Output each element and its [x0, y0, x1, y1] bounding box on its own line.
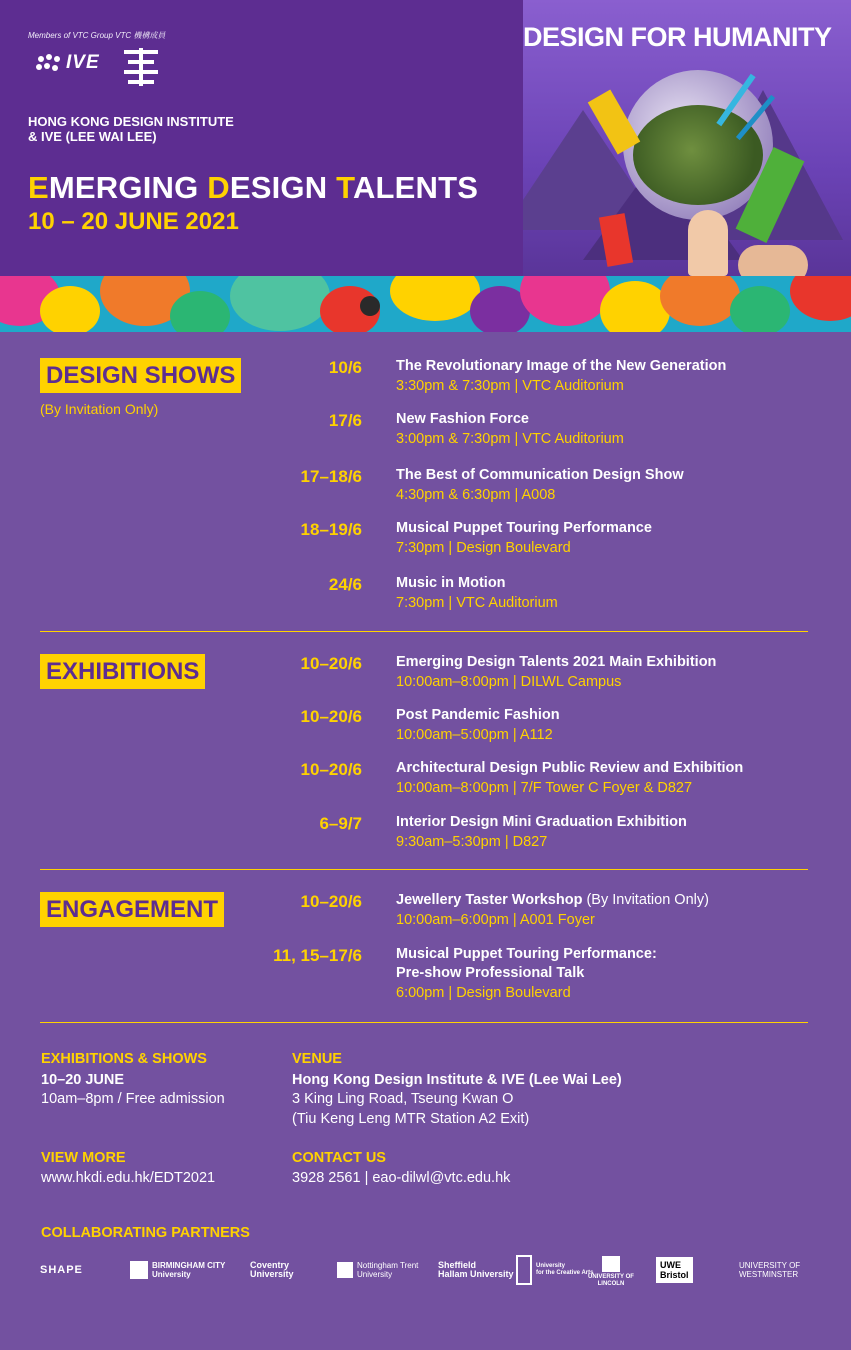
website-link[interactable]: www.hkdi.edu.hk/EDT2021: [41, 1170, 216, 1186]
event-item: [40, 814, 808, 854]
event-title: Interior Design Mini Graduation Exhibition: [396, 814, 687, 830]
event-date: 10–20/6: [300, 892, 362, 911]
institute-name: HONG KONG DESIGN INSTITUTE & IVE (LEE WAI LEE): [28, 114, 234, 144]
event-item: [40, 575, 808, 615]
event-detail: 10:00am–8:00pm | DILWL Campus: [396, 674, 622, 690]
section-badge: EXHIBITIONS: [40, 654, 205, 689]
contact-details[interactable]: 3928 2561 | eao-dilwl@vtc.edu.hk: [292, 1170, 511, 1186]
partner-logo-uwe: UWE Bristol: [656, 1252, 693, 1288]
page-title: EMERGING DESIGN TALENTS: [28, 170, 479, 205]
invitation-note: (By Invitation Only): [40, 401, 159, 417]
event-date: 24/6: [328, 575, 362, 594]
venue-label: VENUE: [292, 1051, 342, 1067]
event-title: The Best of Communication Design Show: [396, 467, 684, 483]
event-detail: 4:30pm & 6:30pm | A008: [396, 487, 556, 503]
event-date: 10–20/6: [300, 760, 362, 779]
event-title: Emerging Design Talents 2021 Main Exhibition: [396, 654, 717, 670]
partner-logo-shape: SHAPE: [40, 1263, 83, 1276]
vtc-logo-icon: [124, 48, 158, 86]
shows-hours: 10am–8pm / Free admission: [41, 1091, 225, 1107]
event-title: Jewellery Taster Workshop (By Invitation Only): [396, 892, 709, 908]
lion-icon: [130, 1261, 148, 1279]
event-date: 17/6: [328, 411, 362, 430]
event-title-line2: Pre-show Professional Talk: [396, 965, 585, 981]
partner-logo-lincoln: UNIVERSITY OF LINCOLN: [588, 1252, 634, 1288]
event-date: 10–20/6: [300, 654, 362, 673]
partners-label: COLLABORATING PARTNERS: [41, 1225, 250, 1241]
key-visual-artwork: [523, 0, 851, 276]
decorative-shape-band: [0, 276, 851, 332]
crest-icon: [602, 1256, 620, 1272]
art-title: DESIGN FOR HUMANITY: [523, 22, 832, 52]
ive-dots-icon: [36, 54, 62, 72]
partner-logo-coventry: Coventry University: [250, 1260, 294, 1279]
event-detail: 7:30pm | Design Boulevard: [396, 540, 571, 556]
event-item: [40, 654, 808, 694]
event-date: 6–9/7: [319, 814, 362, 833]
event-date-range: 10 – 20 JUNE 2021: [28, 208, 239, 235]
ntu-icon: [337, 1262, 353, 1278]
contact-label: CONTACT US: [292, 1150, 386, 1166]
event-title: New Fashion Force: [396, 411, 529, 427]
event-detail: 9:30am–5:30pm | D827: [396, 834, 548, 850]
venue-address: 3 King Ling Road, Tseung Kwan O: [292, 1091, 514, 1107]
section-divider: [40, 869, 808, 870]
event-item: [40, 946, 808, 1006]
event-title: Musical Puppet Touring Performance: [396, 520, 652, 536]
event-item: [40, 760, 808, 800]
event-detail: 10:00am–6:00pm | A001 Foyer: [396, 912, 595, 928]
partner-logo-westminster: UNIVERSITY OF WESTMINSTER: [739, 1261, 801, 1279]
event-date: 11, 15–17/6: [273, 946, 362, 965]
event-title: Musical Puppet Touring Performance:: [396, 946, 657, 962]
shows-label: EXHIBITIONS & SHOWS: [41, 1051, 207, 1067]
view-more-label: VIEW MORE: [41, 1150, 126, 1166]
event-detail: 3:30pm & 7:30pm | VTC Auditorium: [396, 378, 624, 394]
section-badge: DESIGN SHOWS: [40, 358, 241, 393]
event-title: Post Pandemic Fashion: [396, 707, 560, 723]
partner-logo-bcu: BIRMINGHAM CITY University: [130, 1252, 225, 1288]
event-detail: 6:00pm | Design Boulevard: [396, 985, 571, 1001]
section-badge: ENGAGEMENT: [40, 892, 224, 927]
event-detail: 10:00am–5:00pm | A112: [396, 727, 553, 743]
event-item: [40, 467, 808, 507]
event-item: [40, 520, 808, 560]
partner-logo-ntu: Nottingham Trent University: [337, 1252, 418, 1288]
partner-logo-uca: University for the Creative Arts: [516, 1252, 593, 1288]
shows-date: 10–20 JUNE: [41, 1072, 125, 1088]
venue-name: Hong Kong Design Institute & IVE (Lee Wai Lee): [292, 1072, 622, 1088]
vtc-members-text: Members of VTC Group VTC 機構成員: [28, 31, 166, 40]
partner-logo-sheffield: Sheffield Hallam University: [438, 1260, 514, 1279]
hand-graphic: [688, 210, 728, 276]
partner-logos: [40, 1252, 820, 1292]
event-item: [40, 892, 808, 932]
section-divider: [40, 631, 808, 632]
event-item: [40, 707, 808, 747]
event-detail: 7:30pm | VTC Auditorium: [396, 595, 558, 611]
event-title: Music in Motion: [396, 575, 506, 591]
event-date: 18–19/6: [300, 520, 362, 539]
event-detail: 3:00pm & 7:30pm | VTC Auditorium: [396, 431, 624, 447]
venue-mtr: (Tiu Keng Leng MTR Station A2 Exit): [292, 1111, 530, 1127]
section-divider: [40, 1022, 808, 1023]
event-item: [40, 411, 808, 451]
event-date: 17–18/6: [300, 467, 362, 486]
uca-icon: [516, 1255, 532, 1285]
tree-graphic: [633, 105, 763, 205]
ive-logo-text: IVE: [66, 52, 100, 73]
event-date: 10/6: [328, 358, 362, 377]
event-detail: 10:00am–8:00pm | 7/F Tower C Foyer & D827: [396, 780, 693, 796]
event-date: 10–20/6: [300, 707, 362, 726]
event-title: Architectural Design Public Review and Exhibition: [396, 760, 744, 776]
ive-logo: [36, 52, 100, 74]
event-item: [40, 358, 808, 398]
event-title: The Revolutionary Image of the New Generation: [396, 358, 727, 374]
